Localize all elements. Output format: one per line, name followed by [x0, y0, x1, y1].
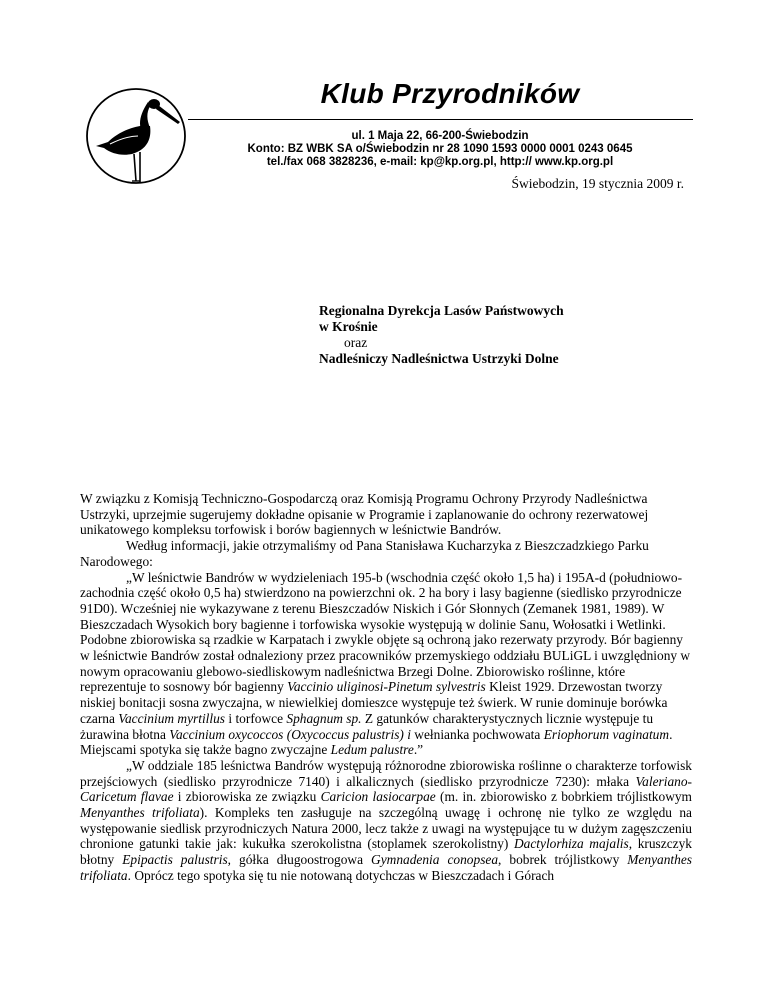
recipient-line-1: Regionalna Dyrekcja Lasów Państwowych [319, 303, 564, 318]
recipient-block [319, 303, 564, 367]
header-divider [188, 119, 693, 120]
stork-circle-logo-icon [84, 84, 188, 188]
paragraph-quote-1 [80, 570, 692, 758]
quote-text: ). Kompleks ten zasługuje na szczególną uwagę i ochronę nie tylko ze względu na występowanie siedlisk przyrodniczych Natura 2000, lecz także z uwagi na występujące tu w dużym zagęszczeniu chronione gatunki takie jak: kukułka szerokolistna (stoplamek szerokolistny) [80, 805, 692, 852]
quote-text: „W oddziale 185 leśnictwa Bandrów występują różnorodne zbiorowiska roślinne o charakterze torfowisk przejściowych (siedlisko przyrodnicze 7140) i alkalicznych (siedlisko przyrodnicze 7230): młaka [80, 757, 692, 789]
quote-text: .” [413, 742, 424, 758]
quote-text: , bobrek trójlistkowy [498, 852, 628, 868]
address-line: ul. 1 Maja 22, 66-200-Świebodzin [351, 130, 529, 142]
quote-text: i zbiorowiska ze związku [173, 789, 321, 805]
quote-text: (m. in. zbiorowisko z bobrkiem trójlistkowym [435, 789, 692, 805]
recipient-line-2: w Krośnie [319, 319, 378, 334]
quote-text: wełnianka pochwowata [410, 726, 544, 742]
species-name: Menyanthes trifoliata [80, 805, 200, 821]
quote-text: . Miejscami spotyka się także bagno zwyczajne [80, 726, 673, 758]
species-name: Vaccinio uliginosi-Pinetum sylvestris [287, 679, 486, 695]
recipient-conjunction: oraz [344, 335, 368, 350]
quote-text: Z gatunków charakterystycznych licznie występuje tu żurawina błotna [80, 710, 654, 742]
stork-logo [84, 84, 188, 188]
species-name: Sphagnum sp. [286, 710, 362, 726]
paragraph-intro: W związku z Komisją Techniczno-Gospodarczą oraz Komisją Programu Ochrony Przyrody Nadleśnictwa Ustrzyki, uprzejmie sugerujemy dokładne opisanie w Programie i zaplanowanie do ochrony rezerwatowej unikatowego kompleksu torfowisk i borów bagiennych w leśnictwie Bandrów. [80, 491, 649, 538]
species-name: Caricion lasiocarpae [320, 789, 436, 805]
species-name: Dactylorhiza majalis [513, 836, 629, 852]
quote-text: . Oprócz tego spotyka się tu nie notowaną dotychczas w Bieszczadach i Górach [127, 867, 555, 883]
recipient-line-4: Nadleśniczy Nadleśnictwa Ustrzyki Dolne [319, 351, 559, 366]
species-name: Ledum palustre [330, 742, 414, 758]
club-title: Klub Przyrodników [320, 78, 580, 109]
letter-body [80, 491, 692, 884]
species-name: Epipactis palustris [122, 852, 228, 868]
bank-account-line: Konto: BZ WBK SA o/Świebodzin nr 28 1090 1593 0000 0001 0243 0645 [247, 143, 633, 155]
quote-text: „W leśnictwie Bandrów w wydzieleniach 195-b (wschodnia część około 1,5 ha) i 195A-d (południowo-zachodnia część około 0,5 ha) stwierdzono na powierzchni ok. 2 ha bory i lasy bagienne (siedlisko przyrodnicze 91D0). Wcześniej nie wykazywane z terenu Bieszczadów Niskich i Gór Słonnych (Zemanek 1981, 1989). W Bieszczadach Wysokich bory bagienne i torfowiska wysokie występują w dolinie Sanu, Wołosatki i Wetlinki. Podobne zbiorowiska są rzadkie w Karpatach i zwykle objęte są ochroną jako rezerwaty przyrody. Bór bagienny w leśnictwie Bandrów został odnaleziony przez pracowników przemyskiego oddziału BULiGL i uwzględniony w nowym opracowaniu glebowo-siedliskowym nadleśnictwa Brzegi Dolne. Zbiorowisko roślinne, które reprezentuje to sosnowy bór bagienny [80, 569, 691, 695]
contact-line: tel./fax 068 3828236, e-mail: kp@kp.org.pl, http:// www.kp.org.pl [266, 156, 614, 168]
quote-text: Kleist 1929. Drzewostan tworzy niskiej bonitacji sosna zwyczajna, w niewielkiej domieszce występuje też świerk. W runie dominuje borówka czarna [80, 679, 668, 726]
species-name: Vaccinium oxycoccos (Oxycoccus palustris) i [169, 726, 411, 742]
paragraph-quote-2 [80, 758, 692, 884]
paragraph-source: Według informacji, jakie otrzymaliśmy od Pana Stanisława Kucharzyka z Bieszczadzkiego Parku Narodowego: [80, 538, 649, 569]
quote-text: , kruszczyk błotny [80, 836, 692, 868]
species-name: Valeriano-Caricetum flavae [80, 773, 692, 805]
letter-date: Świebodzin, 19 stycznia 2009 r. [511, 176, 684, 191]
quote-text: , gółka długoostrogowa [227, 852, 372, 868]
species-name: Vaccinium myrtillus [118, 710, 226, 726]
species-name: Eriophorum vaginatum [543, 726, 670, 742]
quote-text: i torfowce [225, 710, 287, 726]
species-name: Gymnadenia conopsea [371, 852, 499, 868]
species-name: Menyanthes trifoliata [80, 852, 692, 883]
